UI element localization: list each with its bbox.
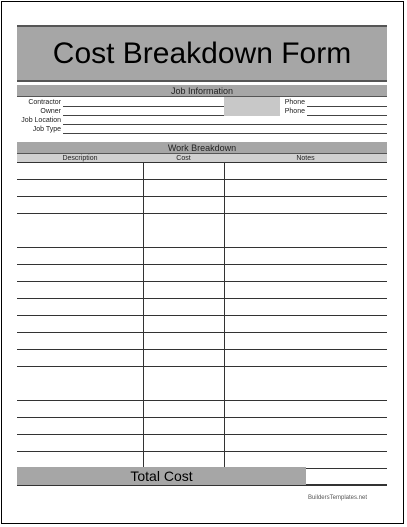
total-cost-label: Total Cost (17, 467, 306, 485)
table-row[interactable] (17, 401, 387, 418)
table-row[interactable] (17, 197, 387, 214)
phone-label-2: Phone (284, 108, 305, 115)
form-page (1, 1, 404, 524)
work-breakdown-header: Work Breakdown (17, 142, 387, 154)
job-type-field[interactable] (63, 124, 387, 134)
footer-credit: BuildersTemplates.net (307, 495, 367, 501)
column-cost: Cost (176, 155, 191, 162)
column-divider (224, 163, 225, 486)
column-notes: Notes (296, 155, 315, 162)
form-title: Cost Breakdown Form (17, 25, 387, 82)
table-row[interactable] (17, 350, 387, 367)
table-row[interactable] (17, 214, 387, 248)
job-location-label: Job Location (21, 117, 61, 124)
table-row[interactable] (17, 248, 387, 265)
phone-label-1: Phone (284, 99, 305, 106)
job-information-header: Job Information (17, 85, 387, 97)
contractor-label: Contractor (28, 99, 61, 106)
table-row[interactable] (17, 316, 387, 333)
table-row[interactable] (17, 367, 387, 401)
table-row[interactable] (17, 265, 387, 282)
job-type-label: Job Type (32, 126, 61, 133)
work-columns-header (17, 154, 387, 163)
total-cost-field[interactable] (306, 467, 387, 485)
table-row[interactable] (17, 333, 387, 350)
column-description: Description (62, 155, 98, 162)
column-divider (143, 163, 144, 486)
owner-label: Owner (40, 108, 61, 115)
table-row[interactable] (17, 163, 387, 180)
table-row[interactable] (17, 418, 387, 435)
table-row[interactable] (17, 299, 387, 316)
job-type-row (17, 125, 387, 134)
table-row[interactable] (17, 180, 387, 197)
table-row[interactable] (17, 282, 387, 299)
table-row[interactable] (17, 435, 387, 452)
